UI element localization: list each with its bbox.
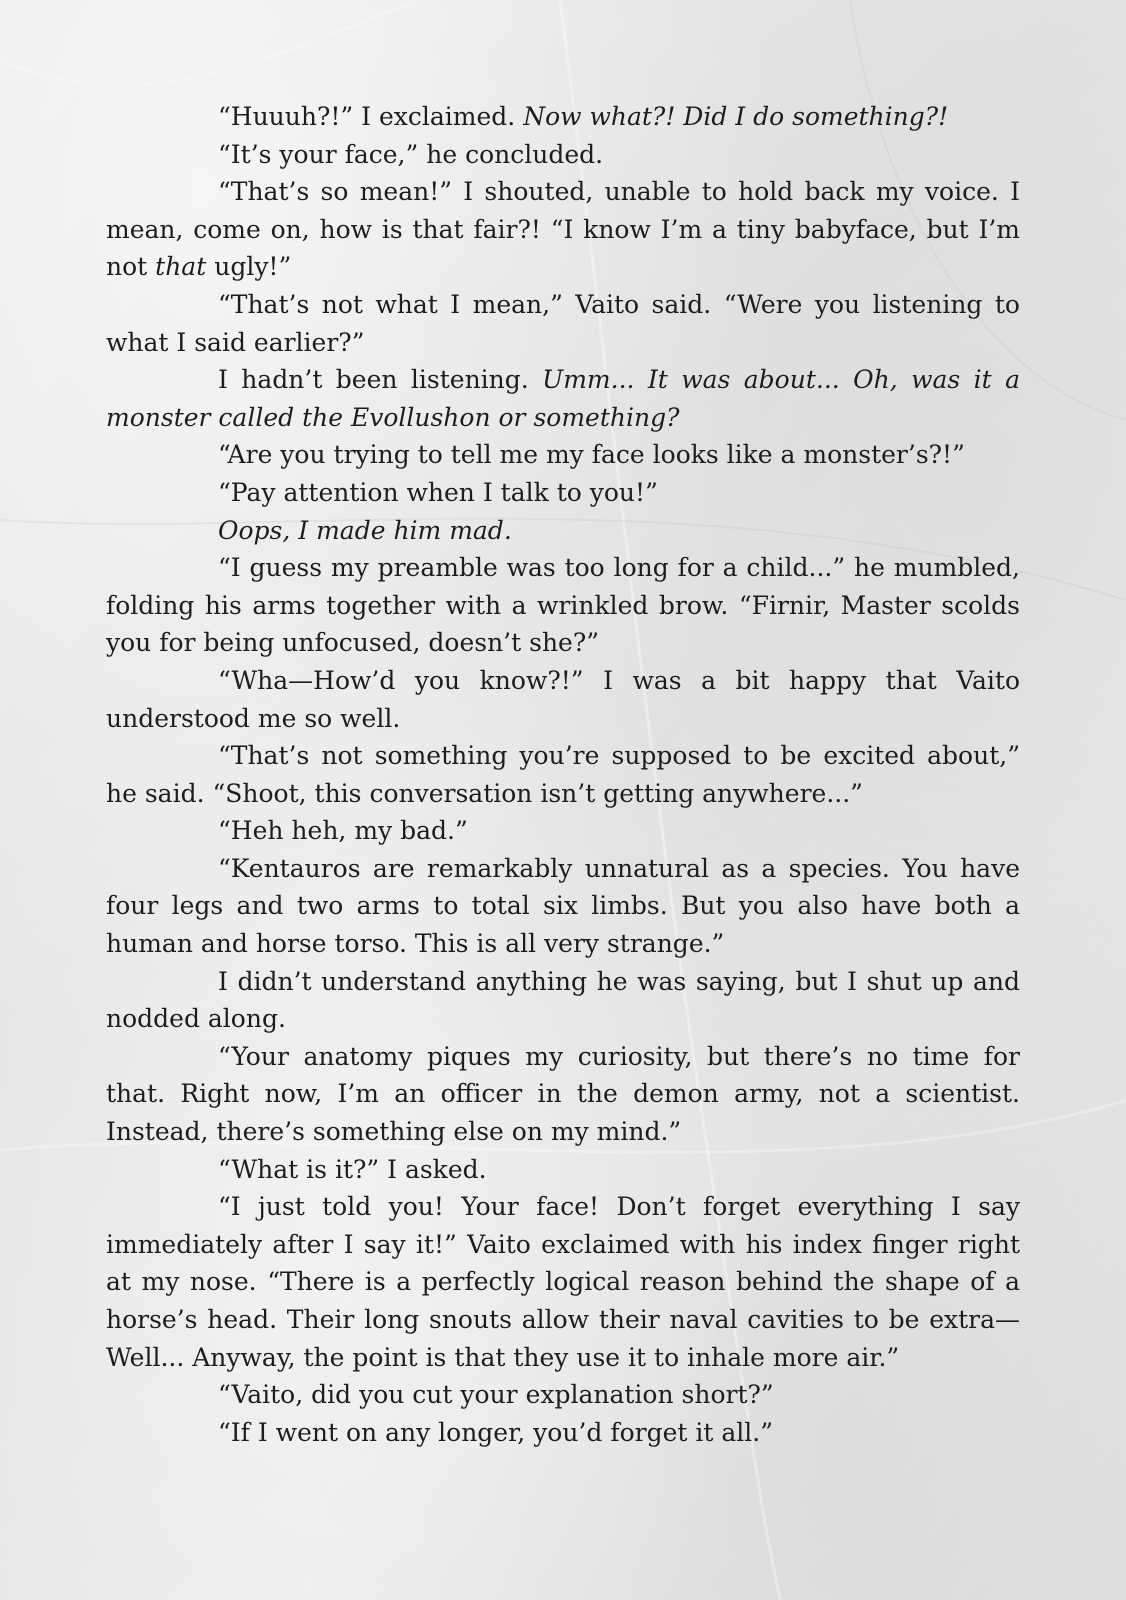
text-run: “Kentauros are remarkably unnatural as a species. You have four legs and two arms to total six limbs. But you also have both a human and horse torso. This is all very strange.” (106, 853, 1020, 959)
paragraph (106, 436, 1020, 474)
text-run: “Pay attention when I talk to you!” (218, 477, 658, 507)
text-run: “If I went on any longer, you’d forget it all.” (218, 1417, 774, 1447)
text-run: “Huuuh?!” I exclaimed. (218, 102, 524, 131)
paragraph (106, 136, 1020, 174)
text-run: “What is it?” I asked. (218, 1154, 487, 1184)
paragraph (106, 1038, 1020, 1151)
paragraph (106, 850, 1020, 963)
text-run: “That’s so mean!” I shouted, unable to hold back my voice. I mean, come on, how is that fair?! “I know I’m a tiny babyface, but I’m not (106, 177, 1020, 282)
paragraph (106, 98, 1020, 136)
paragraph (106, 812, 1020, 850)
italic-run: Now what?! Did I do something?! (523, 102, 949, 131)
paragraph (106, 737, 1020, 812)
italic-run: that (155, 252, 207, 282)
text-run: I didn’t understand anything he was saying, but I shut up and nodded along. (106, 966, 1020, 1034)
paragraph (106, 662, 1020, 737)
text-run: “I just told you! Your face! Don’t forget everything I say immediately after I say it!” Vaito exclaimed with his index finger right at my nose. “There is a perfectly logical reason behind the shape of a horse’s head. Their long snouts allow their naval cavities to be extra—Well... Anyway, the point is that they use it to inhale more air.” (106, 1192, 1020, 1372)
text-run: ugly!” (206, 252, 292, 282)
paragraph (106, 1414, 1020, 1452)
italic-run: Umm... It was about... Oh, was it a monster called the Evollushon or something? (106, 365, 1020, 432)
paragraph (106, 549, 1020, 662)
text-run: I hadn’t been listening. (218, 365, 543, 395)
paragraph (106, 361, 1020, 436)
paragraph (106, 474, 1020, 512)
story-text (106, 98, 1020, 1451)
text-run: “Heh heh, my bad.” (218, 816, 468, 846)
paragraph (106, 1376, 1020, 1414)
paragraph (106, 1151, 1020, 1189)
text-run: “That’s not what I mean,” Vaito said. “Were you listening to what I said earlier?” (106, 289, 1020, 357)
text-run: “It’s your face,” he concluded. (218, 139, 604, 169)
paragraph (106, 963, 1020, 1038)
text-run: “Wha—How’d you know?!” I was a bit happy that Vaito understood me so well. (106, 665, 1020, 733)
paragraph (106, 173, 1020, 286)
text-run: “That’s not something you’re supposed to be excited about,” he said. “Shoot, this conversation isn’t getting anywhere...” (106, 741, 1020, 808)
text-run: “Are you trying to tell me my face looks like a monster’s?!” (218, 440, 965, 470)
italic-run: Oops, I made him mad. (218, 515, 512, 545)
text-run: “Vaito, did you cut your explanation short?” (218, 1380, 774, 1410)
paragraph (106, 512, 1020, 550)
paragraph (106, 286, 1020, 361)
paragraph (106, 1188, 1020, 1376)
text-run: “I guess my preamble was too long for a child...” he mumbled, folding his arms together with a wrinkled brow. “Firnir, Master scolds you for being unfocused, doesn’t she?” (106, 553, 1020, 658)
text-run: “Your anatomy piques my curiosity, but there’s no time for that. Right now, I’m an officer in the demon army, not a scientist. Instead, there’s something else on my mind.” (106, 1041, 1020, 1147)
